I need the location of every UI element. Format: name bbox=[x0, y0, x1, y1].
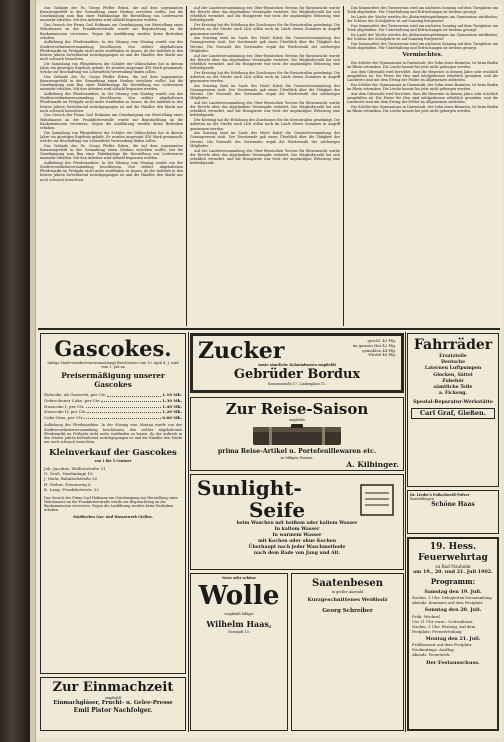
article-paragraph: Ein Schüler des Gymnasiums in Darmstadt, der Sohn eines Beamten, ist beim Baden im Rhein ertrunken. Die Leiche konnte bis jetzt nicht geborgen werden. bbox=[347, 60, 498, 70]
ad-einmachzeit bbox=[40, 677, 186, 731]
price-item: gemahlen 44 Pfg. bbox=[362, 347, 396, 353]
price-value: 1.40 Mk. bbox=[162, 403, 182, 409]
ad-title: Sunlight- bbox=[197, 476, 302, 500]
program-item: Nachm. 3 Uhr: Delegierten-Versammlung bbox=[412, 595, 492, 601]
price-item: im ganzen Hut 42 Pfg. bbox=[352, 342, 396, 348]
column-rule bbox=[343, 6, 344, 326]
price-value: 1.20 Mk. bbox=[162, 409, 182, 415]
price-list bbox=[44, 392, 182, 420]
ad-text: empfiehlt bbox=[104, 696, 122, 700]
ad-line: In warmem Wasser bbox=[272, 533, 322, 538]
article-paragraph: Im Laufe der Woche werden die Abiturientenprüfungen am Gymnasium stattfinden; der Schluss des Schuljahres ist auf Samstag festgesetzt. bbox=[347, 14, 498, 24]
price-label: Gebrochener Coke, per Ctr. bbox=[44, 398, 101, 403]
ad-zucker bbox=[190, 333, 404, 393]
price-label: Nusscoke I, per Ctr. bbox=[44, 403, 85, 409]
price-dots bbox=[86, 404, 162, 408]
ad-line: a. Fickeng. bbox=[438, 391, 468, 397]
article-paragraph: Aus dem Odenwald wird berichtet, dass die Heuernte in diesem Jahre sehr reichlich ausgefallen ist. Die Preise für Heu sind infolgedessen erheblich gesunken, und die Landwirte sind mit dem Ertrag der Felder im Allgemeinen zufrieden. bbox=[347, 69, 498, 83]
ad-text: Spezial-Reparatur-Werkstätte bbox=[413, 399, 493, 406]
column-rule bbox=[186, 6, 187, 326]
article-paragraph: Das Gelände der Fa. Georg Pfeffer Erben, die auf dem sogenannten Kreuzwegerfeld in der Gemarkung einen Neubau errichten wollte, hat die Genehmigung zum Bau einer Fabrikanlage für Herstellung von Lederwaren nunmehr erhalten. Mit den Arbeiten wird alsbald begonnen werden. bbox=[40, 6, 183, 23]
article-paragraph: Auf der Landesversammlung des Ober-Hessischen Vereins für Bienenzucht wurde der Bericht über das abgelaufene Vereinsjahr erstattet. Die Mitgliederzahl hat sich erheblich vermehrt, und die Honigernte war trotz der ungünstigen Witterung eine befriedigende. bbox=[190, 148, 340, 165]
article-column-2 bbox=[190, 6, 340, 327]
ad-intro: Infolge Stadtverordnetenversammlungs-Beschlusses vom 10. April d. J. wird vom 1. Juli an bbox=[47, 361, 179, 370]
ad-line: Laternen Luftpumpen bbox=[424, 366, 482, 372]
ad-line: Überhaupt nach jeder Waschmethode bbox=[248, 545, 346, 550]
article-column-3 bbox=[347, 6, 498, 327]
program-item: Abends: Feuerwerk bbox=[412, 652, 450, 658]
article-paragraph: Das Gesuch der Firma Carl Hofmann um Genehmigung zur Herstellung eines Wohnhauses an der Frankfurterstraße wurde zur Begutachtung an die Baukommission verwiesen. Gegen die Ausführung wurden keine Bedenken erhoben. bbox=[40, 23, 183, 40]
vendor-list bbox=[44, 466, 182, 493]
price-label: Coke-Grus, per Ctr. bbox=[44, 414, 84, 420]
article-paragraph: Aufhebung des Pferdemarktes. In der Sitzung vom Montag wurde von der Stadtverordnetenversammlung beschlossen, den seither abgehaltenen Pferdemarkt im Frühjahr nicht mehr stattfinden zu lassen, da der Auftrieb in den letzten Jahren fortwährend zurückgegangen ist und die Händler den Markt nur noch schwach besuchten. bbox=[40, 92, 183, 113]
article-paragraph: Ein Schüler des Gymnasiums in Darmstadt, der Sohn eines Beamten, ist beim Baden im Rhein ertrunken. Die Leiche konnte bis jetzt nicht geborgen werden. bbox=[347, 104, 498, 114]
article-paragraph: Das Sommerfest des Turnvereins wird am nächsten Sonntag auf dem Turnplatze am Trieb abgehalten. Für Unterhaltung und Erfrischungen ist bestens gesorgt. bbox=[347, 6, 498, 15]
ad-text: empfiehlt billigst bbox=[224, 612, 254, 617]
price-list bbox=[353, 339, 396, 358]
price-item: Würfel 46 Pfg. bbox=[368, 352, 396, 358]
ad-lieder bbox=[407, 490, 499, 534]
article-paragraph: Die Sammlung von Pfingstfeiern der Schüler der Volksschulen hat in diesem Jahre ein günstiges Ergebnis gehabt. Es wurden insgesamt 418 Mark gesammelt, welche zur Beschaffung von Lehrmitteln Verwendung finden sollen. bbox=[40, 61, 183, 75]
article-paragraph: Auf der Landesversammlung des Ober-Hessischen Vereins für Bienenzucht wurde der Bericht über das abgelaufene Vereinsjahr erstattet. Die Mitgliederzahl hat sich erheblich vermehrt, und die Honigernte war trotz der ungünstigen Witterung eine befriedigende. bbox=[190, 6, 340, 23]
ad-title: Zur Einmachzeit bbox=[52, 680, 174, 695]
ad-text: in großer Auswahl bbox=[331, 590, 364, 594]
program-item: Früh: Weckruf bbox=[412, 613, 440, 619]
ad-program-title: Programm: bbox=[430, 577, 476, 586]
program-item: Um 11 Uhr vorm.: Gottesdienst bbox=[412, 618, 473, 624]
soap-bar-illustration bbox=[357, 477, 397, 521]
ad-line: Deutsche bbox=[440, 360, 465, 366]
article-paragraph: Am Sonntag fand im Saale des Hotel Kobel die Generalversammlung des Gesangvereins statt. Der Vorsitzende gab einen Überblick über die Tätigkeit des Vereins. Die Neuwahl des Vorstandes ergab die Wiederwahl der seitherigen Mitglieder. bbox=[190, 36, 340, 53]
article-column-1 bbox=[40, 6, 183, 327]
ad-text: prima Reise-Artikel u. Portefeuillewaren etc. bbox=[217, 448, 377, 456]
ad-line: Zubehör bbox=[442, 378, 464, 384]
ad-text: Kurzgeschnittenes Weißholz bbox=[307, 597, 388, 604]
ad-line: Glocken, Sättel bbox=[433, 372, 473, 378]
ad-line: sämtliche Teile bbox=[433, 385, 473, 391]
ad-firm: Wilhelm Haas, bbox=[206, 619, 272, 630]
price-label: Rohcoke, ab Gaswerk, per Ctr. bbox=[44, 392, 107, 398]
program-item: Abends: Kommers auf dem Festplatz bbox=[412, 600, 483, 606]
price-dots bbox=[87, 409, 161, 413]
article-paragraph: Der Kreistag hat die Erhöhung des Zuschusses für die Kreisstraßen genehmigt. Die Arbeiten an der Straße nach Lich sollen noch im Laufe dieses Sommers in Angriff genommen werden. bbox=[190, 70, 340, 84]
price-dots bbox=[84, 415, 161, 419]
vendor-name: Joh. Jacobus, Walltorstraße 31 bbox=[44, 465, 106, 471]
vendor-name: H. Weber, Neuenweg 8 bbox=[44, 481, 91, 487]
ad-title: Zur Reise-Saison bbox=[225, 400, 369, 418]
price-row bbox=[44, 415, 182, 421]
ad-filler-text: Aufhebung des Pferdemarktes. In der Sitzung vom Montag wurde von der Stadtverordnetenversammlung beschlossen, den seither abgehaltenen Pferdemarkt im Frühjahr nicht mehr stattfinden zu lassen, da der Auftrieb in den letzten Jahren fortwährend zurückgegangen ist und die Händler den Markt nur noch schwach besuchten. bbox=[44, 423, 182, 445]
article-paragraph: Das Gelände der Fa. Georg Pfeffer Erben, die auf dem sogenannten Kreuzwegerfeld in der Gemarkung einen Neubau errichten wollte, hat die Genehmigung zum Bau einer Fabrikanlage für Herstellung von Lederwaren nunmehr erhalten. Mit den Arbeiten wird alsbald begonnen werden. bbox=[40, 74, 183, 92]
article-paragraph: Der Kreistag hat die Erhöhung des Zuschusses für die Kreisstraßen genehmigt. Die Arbeiten an der Straße nach Lich sollen noch im Laufe dieses Sommers in Angriff genommen werden. bbox=[190, 23, 340, 36]
column-rule bbox=[405, 332, 406, 732]
ad-text: zu billigen Preisen. bbox=[280, 456, 314, 461]
ad-firm: Schöne Haas bbox=[431, 501, 475, 509]
program-day: Sonntag den 20. Juli. bbox=[424, 607, 482, 614]
article-paragraph: Ein Schüler des Gymnasiums in Darmstadt, der Sohn eines Beamten, ist beim Baden im Rhein ertrunken. Die Leiche konnte bis jetzt nicht geborgen werden. bbox=[347, 82, 498, 92]
newspaper-page bbox=[36, 4, 502, 738]
program-item: Frühkonzert auf dem Festplatz bbox=[412, 642, 472, 648]
program-list bbox=[412, 589, 494, 657]
ad-feuerwehrtag bbox=[407, 537, 499, 731]
ad-firm: Georg Schreiber bbox=[322, 608, 373, 615]
program-day: Samstag den 19. Juli. bbox=[424, 589, 482, 595]
price-label: Nusscoke II, per Ctr. bbox=[44, 409, 87, 415]
article-paragraph: Aufhebung des Pferdemarktes. In der Sitzung vom Montag wurde von der Stadtverordnetenversammlung beschlossen, den seither abgehaltenen Pferdemarkt im Frühjahr nicht mehr stattfinden zu lassen, da der Auftrieb in den letzten Jahren fortwährend zurückgegangen ist und die Händler den Markt nur noch schwach besuchten. bbox=[40, 40, 183, 62]
ad-text: empfehle bbox=[289, 418, 305, 422]
ad-text: Neue sehr schöne bbox=[222, 576, 256, 580]
ad-lines bbox=[411, 354, 495, 397]
ad-subtitle-kleinverkauf: Kleinverkauf der Gascokes bbox=[49, 448, 177, 459]
price-value: 1.30 Mk. bbox=[162, 398, 182, 403]
vendor-name: J. Mohr, Bahnhofstraße 52 bbox=[44, 476, 98, 482]
ad-firm: A. Kilbinger. bbox=[346, 460, 399, 470]
trunk-illustration bbox=[249, 423, 345, 447]
ad-footer: Der Festausschuss. bbox=[426, 660, 480, 667]
ad-sunlight bbox=[190, 474, 404, 570]
section-divider bbox=[38, 328, 500, 330]
vendor-name: K. Lang, Frankfurterstr. 22 bbox=[44, 487, 99, 493]
ad-gascokes bbox=[40, 333, 186, 674]
program-item: Nachm. 3 Uhr: Festzug, Auf dem Festplatz: Preisverteilung bbox=[412, 623, 476, 634]
column-rule bbox=[188, 332, 189, 732]
article-paragraph: Die Sammlung von Pfingstfeiern der Schüler der Volksschulen hat in diesem Jahre ein günstiges Ergebnis gehabt. Es wurden insgesamt 418 Mark gesammelt, welche zur Beschaffung von Lehrmitteln Verwendung finden sollen. bbox=[40, 130, 183, 143]
ad-footer: Städtisches Gas- und Wasserwerk Gießen. bbox=[73, 515, 153, 520]
ad-firm: Gebrüder Bordux bbox=[233, 367, 361, 383]
ad-line: Ersatzteile bbox=[439, 354, 467, 359]
ad-line: beim Waschen mit heißem oder kaltem Wasser bbox=[236, 521, 358, 526]
article-paragraph: Auf der Landesversammlung des Ober-Hessischen Vereins für Bienenzucht wurde der Bericht über das abgelaufene Vereinsjahr erstattet. Die Mitgliederzahl hat sich erheblich vermehrt, und die Honigernte war trotz der ungünstigen Witterung eine befriedigende. bbox=[190, 53, 340, 70]
ad-kleinverkauf-sub: von 1 bis 5 Centner bbox=[94, 459, 132, 464]
ad-title: Dr. Lieder's Fußschweiß-Pulver bbox=[410, 493, 470, 497]
ad-text: sowie sämtliche Kolonialwaren empfiehlt bbox=[257, 363, 337, 367]
ad-line: mit Kochen oder ohne Kochen bbox=[257, 539, 337, 544]
ad-title: Gascokes. bbox=[54, 336, 172, 361]
price-value: 0.60 Mk. bbox=[162, 414, 182, 420]
vendor-name: G. Groß, Nordanlage 16 bbox=[44, 471, 93, 476]
article-paragraph: Das Sommerfest des Turnvereins wird am nächsten Sonntag auf dem Turnplatze am Trieb abgehalten. Für Unterhaltung und Erfrischungen ist bestens gesorgt. bbox=[347, 23, 498, 32]
article-paragraph: Im Laufe der Woche werden die Abiturientenprüfungen am Gymnasium stattfinden; der Schluss des Schuljahres ist auf Samstag festgesetzt. bbox=[347, 32, 498, 41]
ad-title: 19. Hess. Feuerwehrtag bbox=[418, 542, 488, 563]
price-dots bbox=[107, 392, 161, 396]
price-item: geschl. 43 Pfg. bbox=[367, 338, 396, 343]
ad-line: In kaltem Wasser bbox=[274, 527, 320, 532]
ad-title: Zucker bbox=[198, 338, 285, 364]
article-paragraph: Das Sommerfest des Turnvereins wird am nächsten Sonntag auf dem Turnplatze am Trieb abgehalten. Für Unterhaltung und Erfrischungen ist bestens gesorgt. bbox=[347, 41, 498, 50]
price-value: 1.10 Mk. bbox=[162, 392, 182, 398]
ad-subtitle: zu Bad-Nauheim bbox=[435, 564, 471, 569]
ad-title: Wolle bbox=[198, 581, 280, 612]
article-paragraph: Am Sonntag fand im Saale des Hotel Kobel die Generalversammlung des Gesangvereins statt. Der Vorsitzende gab einen Überblick über die Tätigkeit des Vereins. Die Neuwahl des Vorstandes ergab die Wiederwahl der seitherigen Mitglieder. bbox=[190, 131, 340, 148]
article-paragraph: Aus dem Odenwald wird berichtet, dass die Heuernte in diesem Jahre sehr reichlich ausgefallen ist. Die Preise für Heu sind infolgedessen erheblich gesunken, und die Landwirte sind mit dem Ertrag der Felder im Allgemeinen zufrieden. bbox=[347, 91, 498, 105]
section-title-vermischtes: Vermischtes. bbox=[402, 51, 443, 58]
ad-filler-text: Das Gesuch der Firma Carl Hofmann um Genehmigung zur Herstellung eines Wohnhauses an der Frankfurterstraße wurde zur Begutachtung an die Baukommission verwiesen. Gegen die Ausführung wurden keine Bedenken erhoben. bbox=[44, 495, 178, 513]
article-paragraph: Das Gelände der Fa. Georg Pfeffer Erben, die auf dem sogenannten Kreuzwegerfeld in der Gemarkung einen Neubau errichten wollte, hat die Genehmigung zum Bau einer Fabrikanlage für Herstellung von Lederwaren nunmehr erhalten. Mit den Arbeiten wird alsbald begonnen werden. bbox=[40, 143, 183, 161]
ad-firm: Carl Graf, Gießen. bbox=[411, 408, 495, 419]
ad-reise-saison bbox=[190, 397, 404, 471]
program-day: Montag den 21. Juli. bbox=[425, 635, 481, 642]
ad-date: am 19., 20. und 21. Juli 1902. bbox=[413, 569, 493, 575]
article-paragraph: Auf der Landesversammlung des Ober-Hessischen Vereins für Bienenzucht wurde der Bericht über das abgelaufene Vereinsjahr erstattet. Die Mitgliederzahl hat sich erheblich vermehrt, und die Honigernte war trotz der ungünstigen Witterung eine befriedigende. bbox=[190, 101, 340, 118]
ad-address: Sonnenstraße 17. Lindenplatz 11. bbox=[267, 382, 327, 387]
ad-wolle bbox=[190, 573, 288, 731]
ad-saatenbesen bbox=[291, 573, 404, 731]
price-dots bbox=[101, 398, 161, 402]
article-paragraph: Das Gesuch der Firma Carl Hofmann um Genehmigung zur Herstellung eines Wohnhauses an der Frankfurterstraße wurde zur Begutachtung an die Baukommission verwiesen. Gegen die Ausführung wurden keine Bedenken erhoben. bbox=[40, 113, 183, 130]
ad-text: Einmachgläser, Frucht- u. Gelee-Presse bbox=[53, 700, 173, 707]
ad-title: Saatenbesen bbox=[311, 578, 384, 589]
article-paragraph: Der Kreistag hat die Erhöhung des Zuschusses für die Kreisstraßen genehmigt. Die Arbeiten an der Straße nach Lich sollen noch im Laufe dieses Sommers in Angriff genommen werden. bbox=[190, 118, 340, 131]
ad-title: Fahrräder bbox=[413, 337, 493, 353]
ad-line: nach dem Rade von Jung und Alt. bbox=[253, 551, 341, 556]
ad-subtitle: Preisermäßigung unserer Gascokes bbox=[61, 371, 165, 390]
program-item: Nachmittags: Ausflug bbox=[412, 647, 454, 653]
ad-title-2: Seife bbox=[248, 498, 306, 522]
ad-lines bbox=[197, 521, 397, 557]
book-binding bbox=[0, 0, 30, 742]
ad-fahrrader bbox=[407, 333, 499, 487]
article-paragraph: Aufhebung des Pferdemarktes. In der Sitzung vom Montag wurde von der Stadtverordnetenversammlung beschlossen, den seither abgehaltenen Pferdemarkt im Frühjahr nicht mehr stattfinden zu lassen, da der Auftrieb in den letzten Jahren fortwährend zurückgegangen ist und die Händler den Markt nur noch schwach besuchten. bbox=[40, 160, 183, 182]
article-paragraph: Am Sonntag fand im Saale des Hotel Kobel die Generalversammlung des Gesangvereins statt. Der Vorsitzende gab einen Überblick über die Tätigkeit des Vereins. Die Neuwahl des Vorstandes ergab die Wiederwahl der seitherigen Mitglieder. bbox=[190, 83, 340, 101]
ad-firm: Emil Pistor Nachfolger. bbox=[73, 707, 153, 715]
ad-text: Rasierklingen bbox=[410, 497, 434, 502]
ad-address: Neustadt 15. bbox=[227, 630, 251, 635]
